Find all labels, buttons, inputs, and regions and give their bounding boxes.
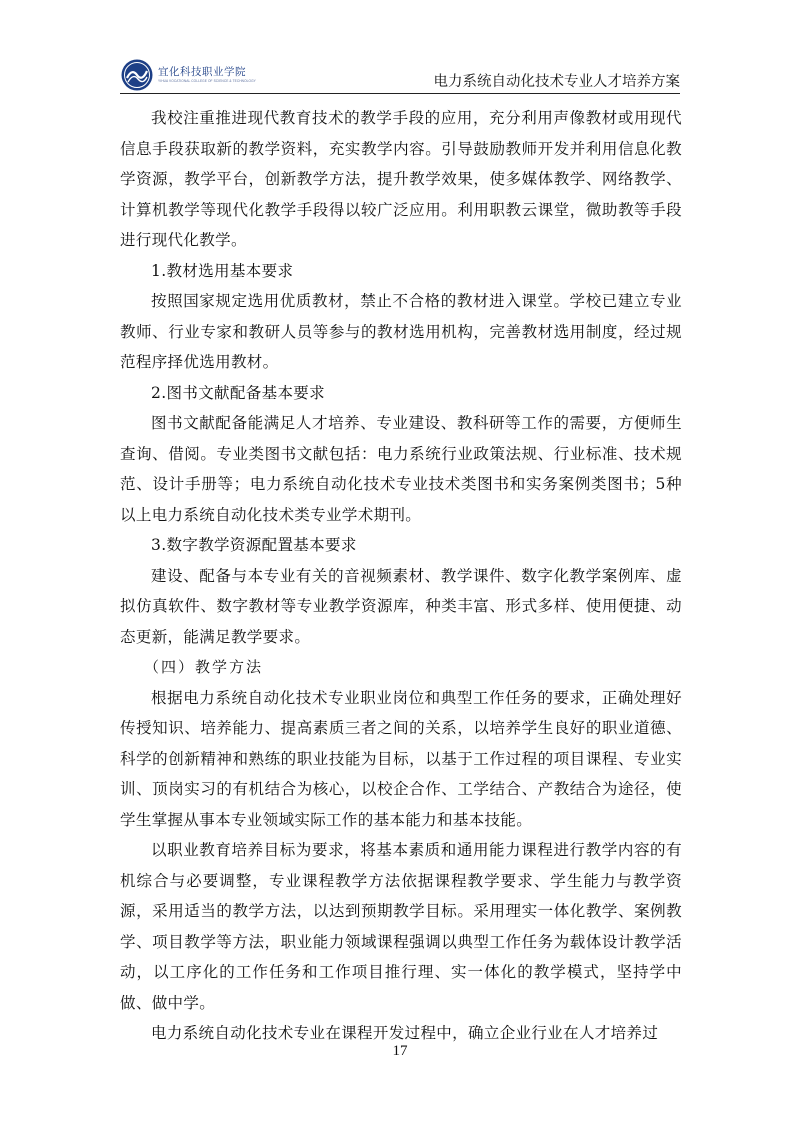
logo-college-name: 宜化科技职业学院	[158, 66, 246, 78]
heading-textbook-selection: 1.教材选用基本要求	[151, 261, 294, 280]
paragraph-teaching-methods-1: 根据电力系统自动化技术专业职业岗位和典型工作任务的要求，正确处理好传授知识、培养能力、提高素质三者之间的关系，以培养学生良好的职业道德、科学的创新精神和熟练的职业技能为目标，以基于工作过程的项目课程、专业实训、顶岗实习的有机结合为核心，以校企合作、工学结合、产教结合为途径，使学生掌握从事本专业领域实际工作的基本能力和基本技能。	[120, 688, 682, 829]
paragraph-teaching-methods-2: 以职业教育培养目标为要求，将基本素质和通用能力课程进行教学内容的有机综合与必要调整，专业课程教学方法依据课程教学要求、学生能力与教学资源，采用适当的教学方法，以达到预期教学目标。采用理实一体化教学、案例教学、项目教学等方法，职业能力领域课程强调以典型工作任务为载体设计教学活动，以工序化的工作任务和工作项目推行理、实一体化的教学模式，坚持学中做、做中学。	[120, 841, 682, 1012]
page-body	[120, 103, 682, 1049]
paragraph-teaching-technology: 我校注重推进现代教育技术的教学手段的应用，充分利用声像教材或用现代信息手段获取新的教学资料，充实教学内容。引导鼓励教师开发并利用信息化教学资源，教学平台，创新教学方法，提升教学效果，使多媒体教学、网络教学、计算机教学等现代化教学手段得以较广泛应用。利用职教云课堂，微助教等手段进行现代化教学。	[120, 109, 682, 249]
paragraph-curriculum-development: 电力系统自动化技术专业在课程开发过程中，确立企业行业在人才培养过	[151, 1024, 659, 1042]
page-number: 17	[392, 1043, 408, 1059]
paragraph-digital-resources: 建设、配备与本专业有关的音视频素材、教学课件、数字化教学案例库、虚拟仿真软件、数字教材等专业教学资源库，种类丰富、形式多样、使用便捷、动态更新，能满足教学要求。	[120, 566, 682, 646]
paragraph-library-resources: 图书文献配备能满足人才培养、专业建设、教科研等工作的需要，方便师生查询、借阅。专业类图书文献包括：电力系统行业政策法规、行业标准、技术规范、设计手册等；电力系统自动化技术专业技术类图书和实务案例类图书；5种以上电力系统自动化技术类专业学术期刊。	[120, 414, 682, 524]
section-heading-teaching-methods: （四）教学方法	[144, 658, 264, 676]
page-header	[120, 58, 680, 92]
college-logo	[120, 58, 256, 92]
heading-library-resources: 2.图书文献配备基本要求	[151, 383, 325, 402]
heading-digital-resources: 3.数字教学资源配置基本要求	[151, 536, 357, 554]
document-title: 电力系统自动化技术专业人才培养方案	[433, 74, 680, 90]
header-divider	[120, 93, 680, 94]
paragraph-textbook-selection: 按照国家规定选用优质教材，禁止不合格的教材进入课堂。学校已建立专业教师、行业专家和教研人员等参与的教材选用机构，完善教材选用制度，经过规范程序择优选用教材。	[120, 292, 682, 371]
logo-college-subtitle: YIHUA VOCATIONAL COLLEGE OF SCIENCE & TECHNOLOGY	[158, 79, 256, 83]
college-emblem-icon	[120, 58, 154, 92]
